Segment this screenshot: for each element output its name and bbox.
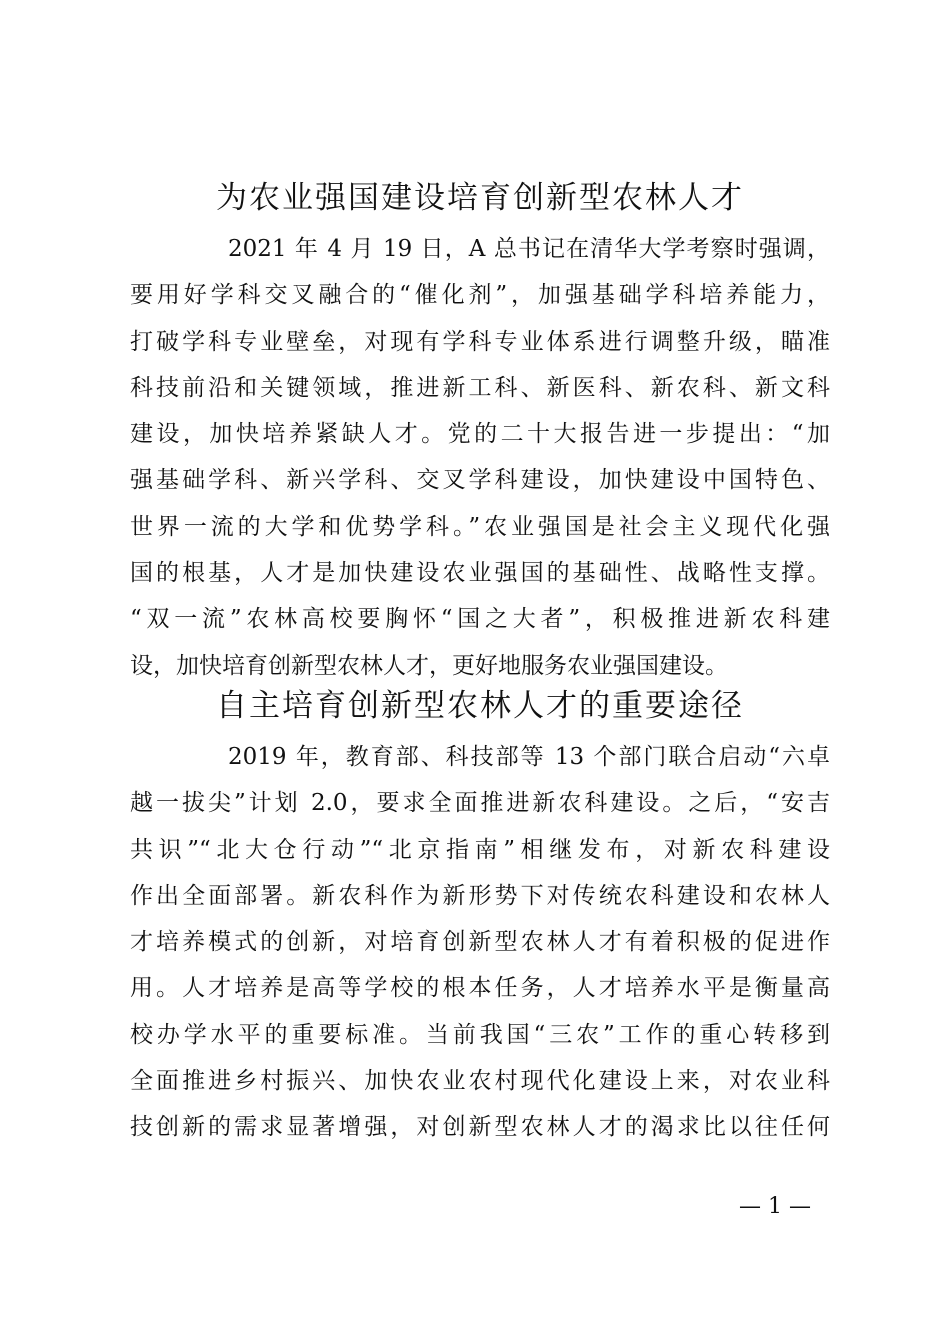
text-line: 全面推进乡村振兴、加快农业农村现代化建设上来，对农业科: [130, 1068, 830, 1095]
text-line: 用。人才培养是高等学校的根本任务，人才培养水平是衡量高: [130, 975, 830, 1002]
text-line: 要用好学科交叉融合的“催化剂”，加强基础学科培养能力，: [130, 282, 830, 309]
text-line: 设，加快培育创新型农林人才，更好地服务农业强国建设。: [130, 652, 728, 679]
section-title: 自主培育创新型农林人才的重要途径: [216, 688, 744, 724]
text-line: 越一拔尖”计划 2.0，要求全面推进新农科建设。之后，“安吉: [130, 790, 830, 817]
text-line: 建设，加快培养紧缺人才。党的二十大报告进一步提出：“加: [130, 421, 830, 448]
text-line: 技创新的需求显著增强，对创新型农林人才的渴求比以往任何: [130, 1114, 830, 1141]
page-number: — 1 —: [739, 1194, 811, 1219]
text-line: 共识”“北大仓行动”“北京指南”相继发布，对新农科建设: [130, 836, 830, 863]
text-line: 科技前沿和关键领域，推进新工科、新医科、新农科、新文科: [130, 374, 830, 401]
document-title: 为农业强国建设培育创新型农林人才: [216, 180, 744, 216]
text-line: 强基础学科、新兴学科、交叉学科建设，加快建设中国特色、: [130, 467, 830, 494]
text-line: 2021 年 4 月 19 日，A 总书记在清华大学考察时强调，: [228, 236, 830, 262]
text-line: 校办学水平的重要标准。当前我国“三农”工作的重心转移到: [130, 1021, 830, 1048]
paragraph-intro: [130, 226, 830, 689]
text-line: 作出全面部署。新农科作为新形势下对传统农科建设和农林人: [130, 882, 830, 909]
text-line: 打破学科专业壁垒，对现有学科专业体系进行调整升级，瞄准: [130, 328, 830, 355]
text-line: 才培养模式的创新，对培育创新型农林人才有着积极的促进作: [130, 929, 830, 956]
text-line: “双一流”农林高校要胸怀“国之大者”，积极推进新农科建: [130, 606, 830, 633]
text-line: 国的根基，人才是加快建设农业强国的基础性、战略性支撑。: [130, 560, 830, 587]
text-line: 2019 年，教育部、科技部等 13 个部门联合启动“六卓: [228, 744, 830, 770]
paragraph-section-body: [130, 734, 830, 1151]
text-line: 世界一流的大学和优势学科。”农业强国是社会主义现代化强: [130, 513, 830, 540]
